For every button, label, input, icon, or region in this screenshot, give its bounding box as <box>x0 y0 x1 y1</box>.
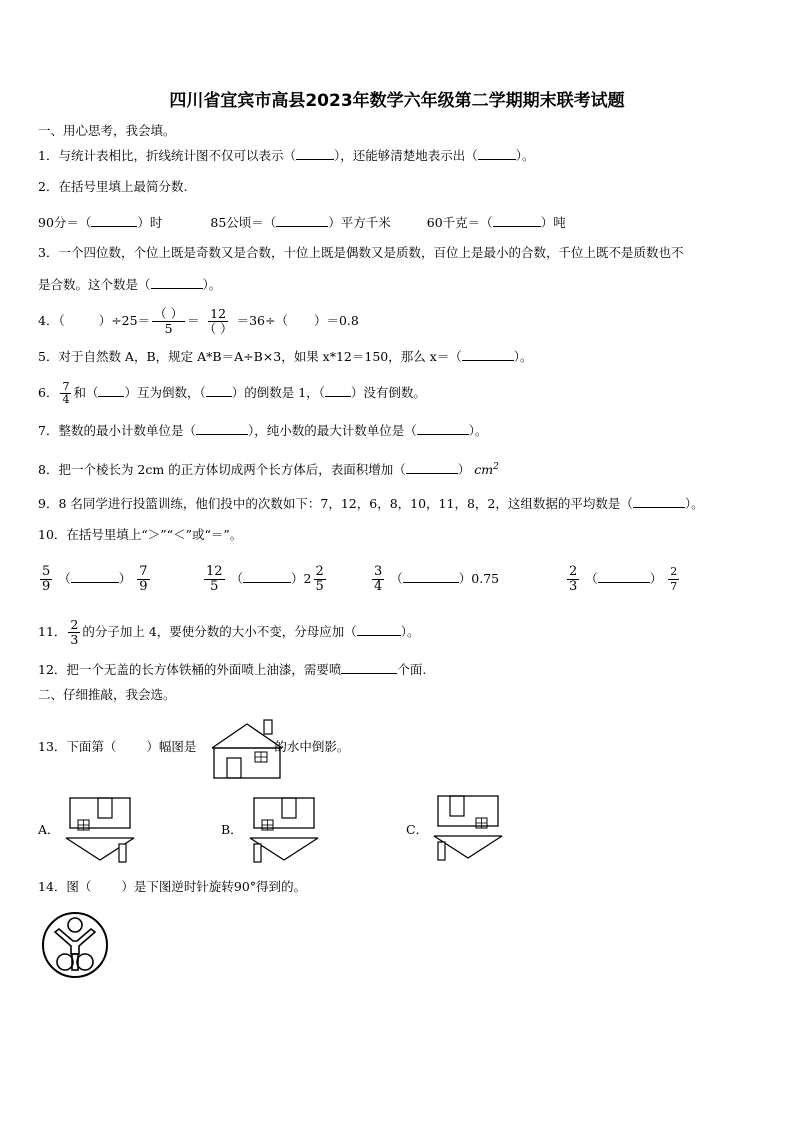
answer-blank[interactable] <box>633 494 685 508</box>
numerator: 12 <box>206 564 223 579</box>
paren-open: （ <box>585 571 598 586</box>
denominator: 9 <box>42 579 51 594</box>
q6-fraction <box>60 381 71 406</box>
q7-text: ），纯小数的最大计数单位是（ <box>247 423 417 438</box>
q13-text: 13．下面第（ <box>38 739 117 754</box>
section-heading-1: 一、用心思考，我会填。 <box>38 123 176 138</box>
q2-item-b-unit: ）平方千米 <box>328 215 391 230</box>
question-11 <box>38 614 420 650</box>
q6-text: 和（ <box>73 385 99 400</box>
q11-text: ）。 <box>400 624 420 639</box>
numerator: （ ） <box>154 306 184 321</box>
page-title: 四川省宜宾市高县2023年数学六年级第二学期期末联考试题 <box>169 91 625 111</box>
paren-open: （ <box>58 571 71 586</box>
q2-item-c-unit: ）吨 <box>540 215 566 230</box>
numerator: 7 <box>62 380 70 393</box>
answer-blank[interactable] <box>403 569 459 583</box>
question-3-line-2 <box>38 275 221 294</box>
q10-compare-2 <box>202 561 328 597</box>
fraction <box>314 565 326 594</box>
answer-blank[interactable] <box>91 213 137 227</box>
numerator: 2 <box>569 564 578 579</box>
answer-blank[interactable] <box>493 213 541 227</box>
numerator: 2 <box>315 564 324 579</box>
answer-blank[interactable] <box>357 622 401 636</box>
denominator: 5 <box>210 579 219 594</box>
q1-text: ），还能够清楚地表示出（ <box>333 148 478 163</box>
q6-text: ）的倒数是 1，（ <box>231 385 325 400</box>
option-c-figure[interactable] <box>430 794 506 864</box>
q2-item-a: 90分＝（ <box>38 215 92 230</box>
question-2: 2．在括号里填上最简分数. <box>38 179 188 194</box>
answer-blank[interactable] <box>478 146 516 160</box>
q6-text: 6． <box>38 385 59 400</box>
fraction <box>137 565 149 594</box>
q4-text: ）÷25＝ <box>98 313 151 328</box>
answer-blank[interactable] <box>98 383 124 397</box>
answer-blank[interactable] <box>406 460 458 474</box>
q12-text: 12．把一个无盖的长方体铁桶的外面喷上油漆，需要喷 <box>38 662 342 677</box>
question-13 <box>38 738 349 756</box>
denominator: 3 <box>70 632 79 647</box>
answer-blank[interactable] <box>325 383 351 397</box>
answer-blank[interactable] <box>341 660 397 674</box>
rotation-figure <box>41 910 111 980</box>
q11-text: 的分子加上 4，要使分数的大小不变，分母应加（ <box>82 624 357 639</box>
answer-blank[interactable] <box>71 569 119 583</box>
q14-text: ）是下图逆时针旋转90°得到的。 <box>121 879 307 894</box>
q8-text: ） <box>457 462 471 478</box>
question-1 <box>38 146 535 165</box>
q2-item-a-unit: ）时 <box>137 215 163 230</box>
question-9 <box>38 494 704 513</box>
q2-item-b: 85公顷＝（ <box>210 215 277 230</box>
denominator: 5 <box>164 321 173 336</box>
numerator: 3 <box>374 564 383 579</box>
q4-text: ）＝0.8 <box>313 313 359 328</box>
denominator: 3 <box>569 579 578 594</box>
fraction <box>567 565 579 594</box>
q7-text: 7．整数的最小计数单位是（ <box>38 423 196 438</box>
answer-blank[interactable] <box>276 213 328 227</box>
answer-blank[interactable] <box>196 421 248 435</box>
q1-text: 1．与统计表相比，折线统计图不仅可以表示（ <box>38 148 296 163</box>
q9-text: 9．8 名同学进行投篮训练，他们投中的次数如下：7，12，6，8，10，11，8，2，这组数据的平均数是（ <box>38 496 633 511</box>
denominator: 4 <box>62 393 70 406</box>
option-c-label[interactable]: C． <box>406 822 429 837</box>
q4-text: ＝36÷（ <box>236 313 288 328</box>
denominator: 4 <box>374 579 383 594</box>
denominator: 5 <box>315 579 324 594</box>
question-4 <box>38 303 359 339</box>
unit-exponent: 2 <box>493 462 499 472</box>
fraction <box>40 565 52 594</box>
paren-close: ）0.75 <box>458 571 500 586</box>
q13-text: ）幅图是 <box>146 739 197 754</box>
denominator: （ ） <box>203 321 233 336</box>
answer-blank[interactable] <box>598 569 650 583</box>
q13-text: 的水中倒影。 <box>274 739 350 754</box>
q11-fraction <box>68 618 80 647</box>
question-7 <box>38 421 488 440</box>
q5-text: 5．对于自然数 A，B，规定 A*B＝A÷B×3，如果 x*12＝150，那么 x＝（ <box>38 349 462 364</box>
option-a-figure[interactable] <box>62 796 138 866</box>
question-8 <box>38 458 499 479</box>
q2-item-c: 60千克＝（ <box>426 215 493 230</box>
numerator: 12 <box>210 306 227 321</box>
q10-compare-4 <box>565 561 681 597</box>
option-a-label[interactable]: A． <box>38 822 60 837</box>
q1-text: ）。 <box>515 148 535 163</box>
question-3-line-1: 3．一个四位数，个位上既是奇数又是合数，十位上既是偶数又是质数，百位上是最小的合数，千位上既不是质数也不 <box>38 245 684 260</box>
q7-text: ）。 <box>468 423 488 438</box>
question-10: 10．在括号里填上“＞”“＜”或“＝”。 <box>38 527 243 542</box>
denominator: 9 <box>139 579 148 594</box>
q5-text: ）。 <box>513 349 533 364</box>
q4-fraction-2 <box>202 307 235 336</box>
section-heading-2: 二、仔细推敲，我会选。 <box>38 687 176 702</box>
answer-blank[interactable] <box>206 383 232 397</box>
house-figure <box>210 720 284 780</box>
question-12 <box>38 660 426 679</box>
q8-text: 8．把一个棱长为 2cm 的正方体切成两个长方体后，表面积增加（ <box>38 462 406 478</box>
q6-text: ）互为倒数，（ <box>124 385 206 400</box>
fraction <box>668 565 679 594</box>
q6-text: ）没有倒数。 <box>350 385 426 400</box>
paren-close: ） <box>649 571 663 586</box>
paren-close: ）2 <box>291 571 312 586</box>
q9-text: ）。 <box>684 496 704 511</box>
answer-blank[interactable] <box>462 347 514 361</box>
answer-blank[interactable] <box>417 421 469 435</box>
question-6 <box>38 376 426 410</box>
answer-blank[interactable] <box>151 275 203 289</box>
paren-open: （ <box>230 571 244 586</box>
q3-text: 是合数。这个数是（ <box>38 277 151 292</box>
fraction <box>372 565 384 594</box>
q11-text: 11． <box>38 624 67 639</box>
question-14 <box>38 878 306 896</box>
equals-sign: ＝ <box>187 313 200 328</box>
unit-cm: cm <box>474 462 494 478</box>
question-5 <box>38 347 533 366</box>
option-b-figure[interactable] <box>246 796 322 866</box>
answer-blank[interactable] <box>243 569 291 583</box>
numerator: 2 <box>70 617 79 632</box>
option-b-label[interactable]: B． <box>221 822 243 837</box>
q10-compare-3 <box>370 561 499 597</box>
q10-compare-1 <box>38 561 152 597</box>
paren-close: ） <box>118 571 132 586</box>
fraction <box>204 565 225 594</box>
answer-blank[interactable] <box>296 146 334 160</box>
denominator: 7 <box>670 580 678 593</box>
q12-text: 个面. <box>397 662 427 677</box>
q4-fraction-1 <box>152 307 185 336</box>
q3-text: ）。 <box>202 277 222 292</box>
numerator: 5 <box>42 564 51 579</box>
question-2-items <box>38 213 566 232</box>
numerator: 7 <box>139 564 148 579</box>
numerator: 2 <box>670 565 678 578</box>
paren-open: （ <box>390 571 403 586</box>
q4-text: 4．（ <box>38 313 65 328</box>
q14-text: 14．图（ <box>38 879 92 894</box>
